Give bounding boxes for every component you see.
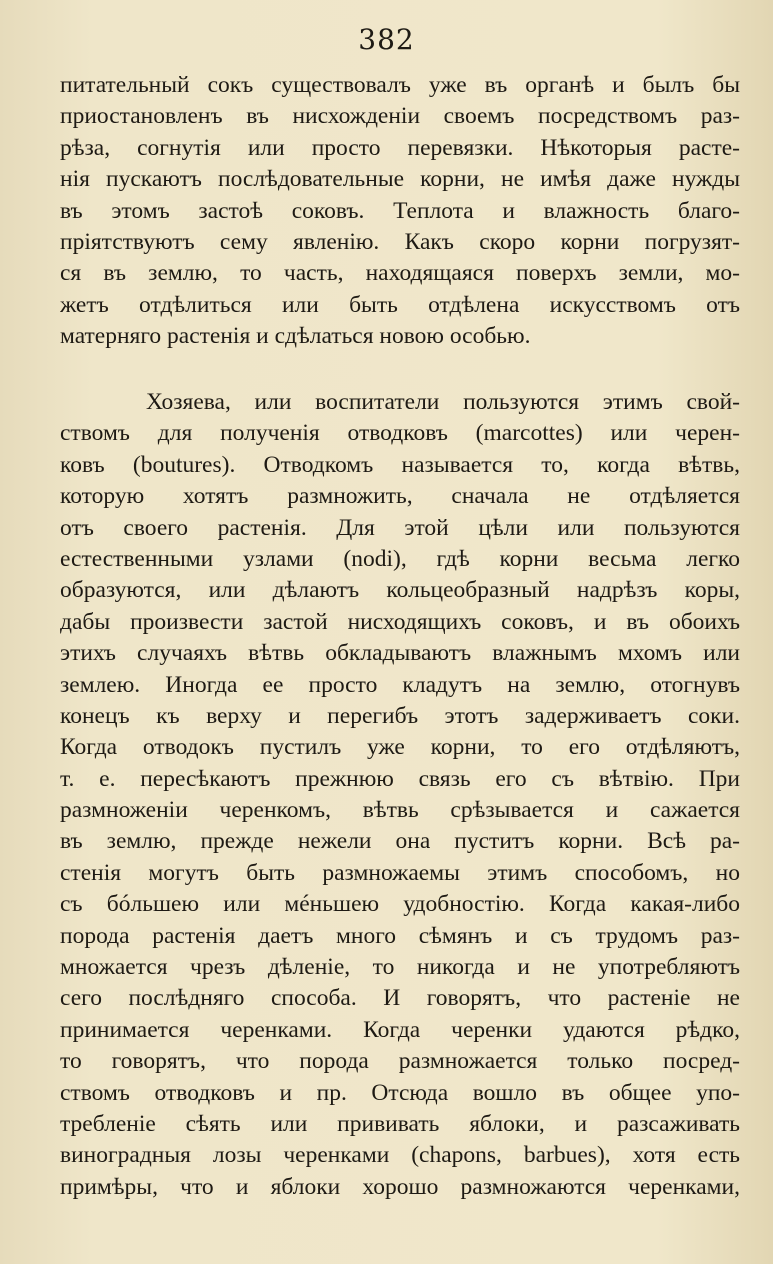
text-line: стенія могутъ быть размножаемы этимъ способомъ, но: [60, 859, 740, 886]
text-line: питательный сокъ существовалъ уже въ органѣ и былъ бы: [60, 72, 740, 98]
text-line: конецъ къ верху и перегибъ этотъ задерживаетъ соки.: [60, 702, 740, 729]
text-line: нія пускаютъ послѣдовательные корни, не имѣя даже нужды: [60, 166, 740, 193]
text-line: жетъ отдѣлиться или быть отдѣлена искусствомъ отъ: [60, 291, 740, 318]
text-line: матерняго растенія и сдѣлаться новою особью.: [60, 323, 531, 350]
page-number: 382: [358, 23, 415, 56]
text-line: которую хотятъ размножить, сначала не отдѣляется: [60, 483, 740, 510]
text-line: ковъ (boutures). Отводкомъ называется то, когда вѣтвь,: [60, 451, 740, 478]
text-line: порода растенія даетъ много сѣмянъ и съ трудомъ раз-: [60, 922, 740, 949]
text-line: въ землю, прежде нежели она пуститъ корни. Всѣ ра-: [60, 828, 740, 855]
text-line: ствомъ отводковъ и пр. Отсюда вошло въ общее упо-: [60, 1079, 740, 1106]
text-line: Когда отводокъ пустилъ уже корни, то его отдѣляютъ,: [60, 734, 740, 761]
text-line: этихъ случаяхъ вѣтвь обкладываютъ влажнымъ мхомъ или: [60, 640, 740, 667]
text-line: ся въ землю, то часть, находящаяся поверхъ земли, мо-: [60, 260, 740, 287]
text-line: пріятствуютъ сему явленію. Какъ скоро корни погрузят-: [60, 228, 740, 255]
text-line: образуются, или дѣлаютъ кольцеобразный надрѣзъ коры,: [60, 577, 740, 604]
text-line: сего послѣдняго способа. И говорятъ, что растеніе не: [60, 985, 740, 1012]
text-line: размноженіи черенкомъ, вѣтвь срѣзывается и сажается: [60, 797, 740, 824]
paragraph-2: [60, 387, 740, 1203]
text-line: въ этомъ застоѣ соковъ. Теплота и влажность благо-: [60, 197, 740, 224]
text-line: приостановленъ въ нисхожденіи своемъ посредствомъ раз-: [60, 103, 740, 130]
text-line: отъ своего растенія. Для этой цѣли или пользуются: [60, 514, 740, 541]
text-line: землею. Иногда ее просто кладутъ на землю, отогнувъ: [60, 671, 740, 698]
text-line: принимается черенками. Когда черенки удаются рѣдко,: [60, 1016, 740, 1043]
text-line: естественными узлами (nodi), гдѣ корни весьма легко: [60, 545, 740, 572]
text-line: съ бóльшею или мéньшею удобностію. Когда какая-либо: [60, 891, 740, 918]
text-line: требленіе сѣять или прививать яблоки, и разсаживать: [60, 1110, 740, 1137]
text-line: Хозяева, или воспитатели пользуются этимъ свой-: [146, 389, 740, 415]
text-line: т. е. пересѣкаютъ прежнюю связь его съ вѣтвію. При: [60, 765, 740, 792]
text-line: ствомъ для полученія отводковъ (marcottes) или черен-: [60, 420, 740, 447]
paragraph-1: [60, 70, 740, 353]
text-line: примѣры, что и яблоки хорошо размножаются черенками,: [60, 1173, 740, 1200]
text-line: виноградныя лозы черенками (chapons, barbues), хотя есть: [60, 1142, 740, 1169]
text-line: рѣза, согнутія или просто перевязки. Нѣкоторыя расте-: [60, 134, 740, 161]
text-line: дабы произвести застой нисходящихъ соковъ, и въ обоихъ: [60, 608, 740, 635]
text-line: множается чрезъ дѣленіе, то никогда и не употребляютъ: [60, 954, 740, 981]
text-line: то говорятъ, что порода размножается только посред-: [60, 1048, 740, 1075]
